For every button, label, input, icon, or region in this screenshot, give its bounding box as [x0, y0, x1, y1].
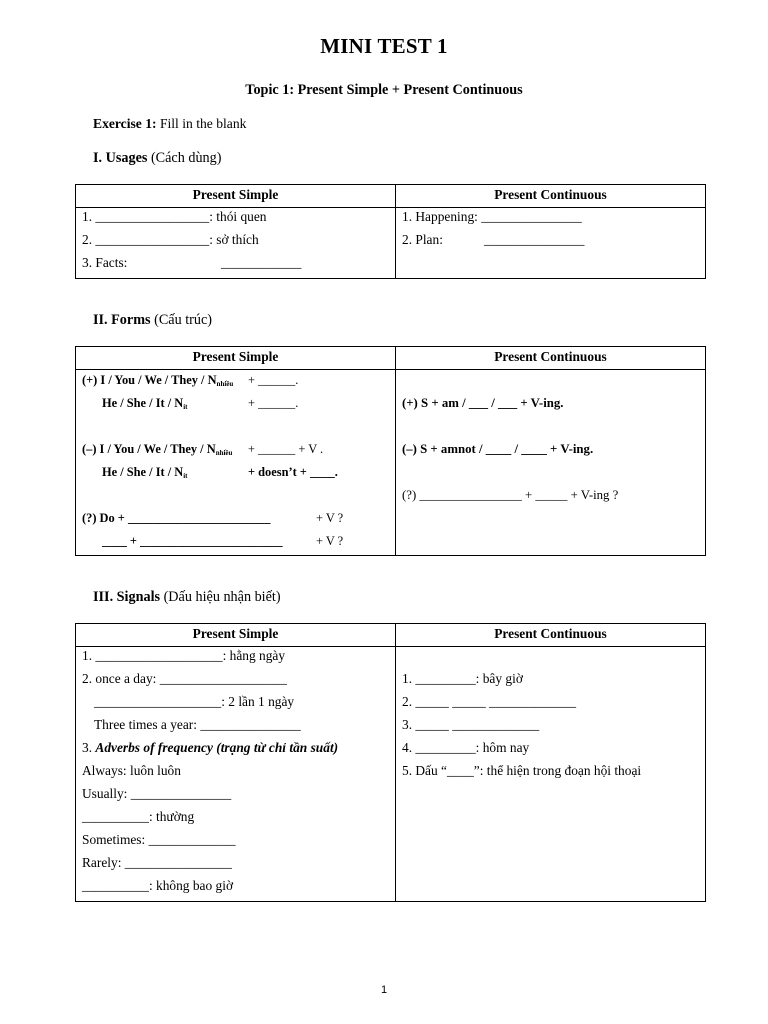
signal-ps-adverbs-label: Adverbs of frequency (trạng từ chỉ tần suất)	[95, 740, 339, 755]
exercise-label: Exercise 1:	[93, 116, 157, 131]
forms-heading	[93, 312, 212, 329]
form-ps-negative-singular-sub: ít	[183, 472, 188, 480]
usages-header-present-continuous: Present Continuous	[396, 185, 706, 208]
signal-ps-never: __________: không bao giờ	[82, 878, 234, 893]
usages-cell-present-continuous	[396, 208, 706, 279]
form-ps-negative-singular	[102, 464, 188, 484]
signals-note: (Dấu hiệu nhận biết)	[160, 589, 281, 605]
usages-note: (Cách dùng)	[147, 150, 222, 166]
usages-label: I. Usages	[93, 150, 148, 166]
exercise-text: Fill in the blank	[156, 116, 247, 131]
forms-cell-present-continuous	[396, 370, 706, 556]
form-ps-question-does: ____ + _______________________	[102, 534, 283, 548]
form-ps-negative-plural-rest: + ______ + V .	[248, 442, 324, 456]
signal-ps-always: Always: luôn luôn	[82, 763, 181, 778]
form-ps-positive-plural-rest: + ______.	[248, 373, 299, 387]
signal-ps-daily: 1. ___________________: hằng ngày	[82, 648, 286, 663]
signal-pc-now: 1. _________: bây giờ	[402, 671, 523, 686]
form-ps-positive-plural-subject: (+) I / You / We / They / N	[82, 373, 217, 387]
signal-ps-rarely: Rarely: ________________	[82, 855, 232, 870]
usages-cell-present-simple	[76, 208, 396, 279]
form-ps-negative-singular-rest: + doesn’t + ____.	[248, 465, 338, 479]
usages-table	[75, 184, 706, 279]
usage-plan-blank: _______________	[484, 232, 585, 247]
forms-header-present-simple: Present Simple	[76, 347, 396, 370]
form-ps-positive-singular	[102, 395, 188, 415]
signal-ps-adverbs	[82, 740, 338, 756]
usage-habit: 1. _________________: thói quen	[82, 209, 267, 224]
form-ps-positive-plural-sub: nhiều	[216, 380, 234, 388]
form-ps-question-do-rest: + V ?	[316, 511, 344, 525]
form-pc-positive: (+) S + am / ___ / ___ + V-ing.	[402, 396, 564, 410]
signals-cell-present-simple	[76, 647, 396, 902]
signal-ps-usually: Usually: _______________	[82, 786, 232, 801]
usages-header-present-simple: Present Simple	[76, 185, 396, 208]
form-ps-positive-plural	[82, 372, 233, 392]
signal-pc-dialogue-mark: 5. Dấu “____”: thể hiện trong đoạn hội thoại	[402, 763, 642, 778]
page-title: MINI TEST 1	[320, 34, 448, 58]
signal-pc-item-3: 3. _____ _____________	[402, 717, 540, 732]
forms-note: (Cấu trúc)	[150, 312, 213, 328]
signals-table	[75, 623, 706, 902]
usage-facts: 3. Facts:	[82, 255, 128, 270]
usage-plan: 2. Plan:	[402, 232, 443, 247]
usages-heading	[93, 150, 221, 167]
form-ps-positive-singular-sub: ít	[183, 403, 188, 411]
form-pc-negative: (–) S + amnot / ____ / ____ + V-ing.	[402, 442, 594, 456]
signals-label: III. Signals	[93, 589, 161, 605]
form-ps-positive-singular-rest: + ______.	[248, 396, 299, 410]
form-ps-question-does-rest: + V ?	[316, 534, 344, 548]
forms-header-present-continuous: Present Continuous	[396, 347, 706, 370]
topic-heading: Topic 1: Present Simple + Present Continuous	[245, 82, 523, 98]
signal-pc-item-2: 2. _____ _____ _____________	[402, 694, 577, 709]
signal-ps-once-a-day: 2. once a day: ___________________	[82, 671, 287, 686]
signals-heading	[93, 589, 281, 606]
forms-label: II. Forms	[93, 312, 151, 328]
form-ps-question-do: (?) Do + _______________________	[82, 511, 271, 525]
signal-pc-today: 4. _________: hôm nay	[402, 740, 530, 755]
page-number: 1	[380, 984, 388, 996]
form-ps-positive-singular-subject: He / She / It / N	[102, 396, 184, 410]
forms-cell-present-simple	[76, 370, 396, 556]
exercise-instruction	[93, 116, 246, 132]
signal-ps-three-times: Three times a year: _______________	[94, 717, 301, 732]
signal-ps-twice-a-day: ___________________: 2 lần 1 ngày	[94, 694, 295, 709]
signals-cell-present-continuous	[396, 647, 706, 902]
signals-header-present-simple: Present Simple	[76, 624, 396, 647]
signals-header-present-continuous: Present Continuous	[396, 624, 706, 647]
form-ps-negative-plural-sub: nhiều	[215, 449, 233, 457]
form-ps-negative-plural	[82, 441, 232, 461]
usage-happening: 1. Happening: _______________	[402, 209, 582, 224]
signal-ps-sometimes: Sometimes: _____________	[82, 832, 236, 847]
usage-preference: 2. _________________: sở thích	[82, 232, 259, 247]
usage-facts-blank: ____________	[221, 255, 302, 270]
form-ps-negative-singular-subject: He / She / It / N	[102, 465, 184, 479]
signal-ps-adverbs-number: 3.	[82, 740, 96, 755]
signal-ps-often: __________: thường	[82, 809, 195, 824]
forms-table	[75, 346, 706, 556]
form-pc-question: (?) ________________ + _____ + V-ing ?	[402, 488, 619, 502]
form-ps-negative-plural-subject: (–) I / You / We / They / N	[82, 442, 216, 456]
